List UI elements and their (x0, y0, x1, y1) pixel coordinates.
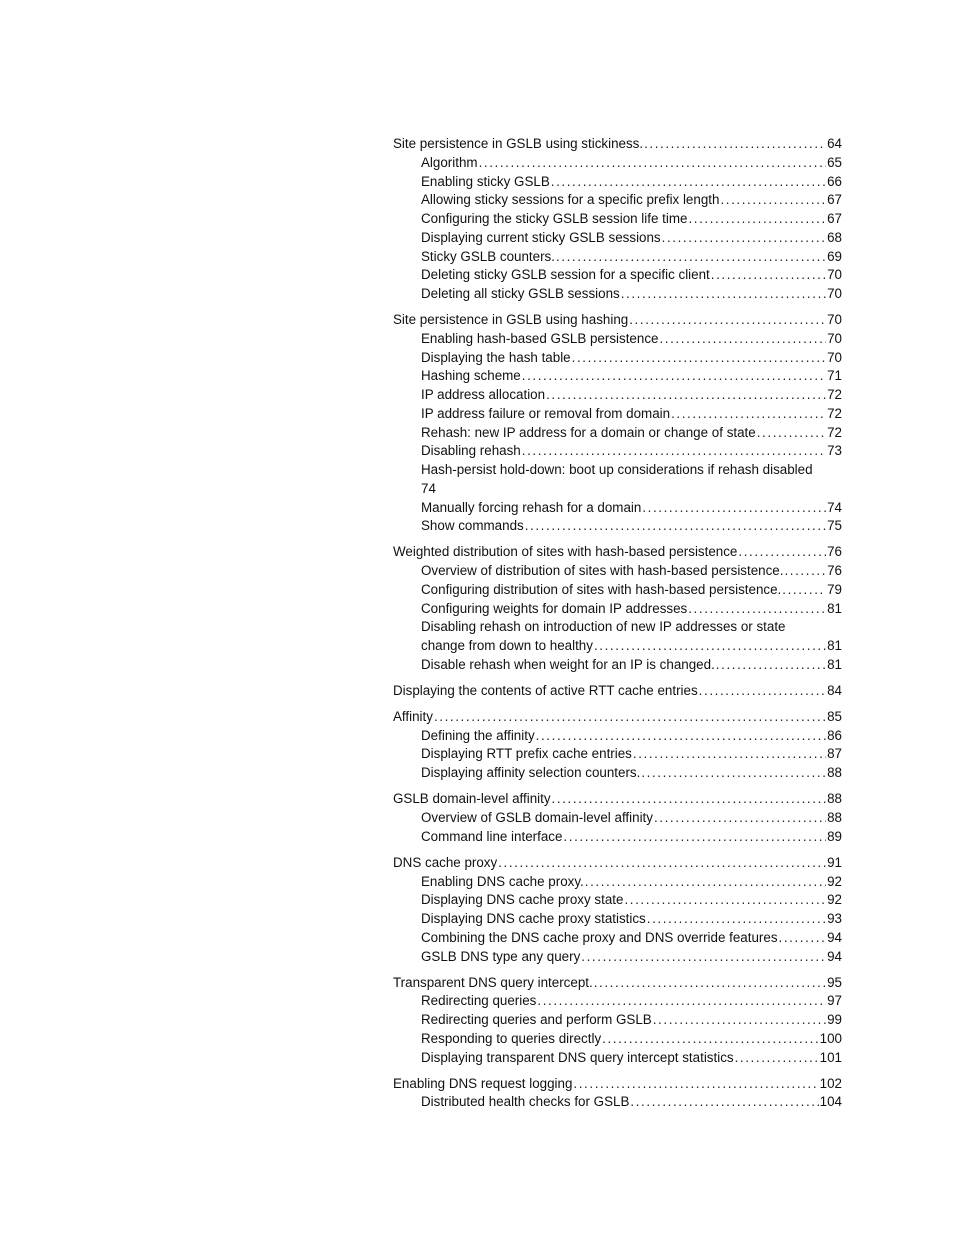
entry-title: Transparent DNS query intercept. (393, 974, 593, 990)
toc-section (393, 854, 842, 967)
entry-title: Overview of distribution of sites with hash-based persistence. (421, 563, 784, 579)
toc-entry[interactable] (393, 682, 842, 701)
entry-title: Site persistence in GSLB using stickiness. (393, 136, 644, 151)
dot-leader (552, 790, 827, 809)
toc-section (393, 682, 842, 701)
entry-title: GSLB domain-level affinity (393, 791, 551, 807)
entry-title: Hash-persist hold-down: boot up considerations if rehash disabled (421, 462, 813, 478)
entry-title: Redirecting queries (421, 993, 537, 1009)
dot-leader (641, 764, 826, 783)
toc-subentry[interactable] (393, 154, 842, 173)
entry-title: Deleting sticky GSLB session for a specific client (421, 267, 710, 283)
dot-leader (654, 809, 826, 828)
dot-leader (735, 1049, 819, 1068)
entry-title: Redirecting queries and perform GSLB (421, 1012, 652, 1028)
dot-leader (629, 311, 826, 330)
toc-subentry[interactable] (393, 330, 842, 349)
entry-title: Site persistence in GSLB using hashing (393, 312, 629, 328)
page-number: 85 (827, 708, 842, 724)
toc-entry[interactable] (393, 854, 842, 873)
dot-leader (522, 367, 826, 386)
entry-title: Configuring weights for domain IP addresses (421, 600, 688, 616)
dot-leader (602, 1030, 819, 1049)
toc-section (393, 135, 842, 304)
entry-title: Displaying affinity selection counters. (421, 765, 641, 781)
page-number: 88 (827, 809, 842, 825)
dot-leader (556, 248, 826, 267)
entry-title: Distributed health checks for GSLB (421, 1094, 630, 1110)
toc-entry[interactable] (393, 543, 842, 562)
page-number: 97 (827, 993, 842, 1009)
entry-title: Show commands (421, 518, 524, 534)
page-number: 73 (827, 443, 842, 459)
toc-subentry[interactable] (393, 600, 842, 619)
toc-section (393, 1075, 842, 1113)
toc-subentry[interactable] (393, 873, 842, 892)
toc-entry[interactable] (393, 974, 842, 993)
page-number: 84 (827, 682, 842, 698)
toc-subentry[interactable] (393, 461, 842, 499)
page-number: 67 (827, 192, 842, 208)
entry-title: Deleting all sticky GSLB sessions (421, 286, 620, 301)
page-number: 104 (819, 1094, 842, 1110)
entry-title: Configuring distribution of sites with hash-based persistence. (421, 581, 782, 597)
entry-title: Enabling hash-based GSLB persistence (421, 330, 659, 346)
dot-leader (642, 499, 826, 518)
toc-subentry[interactable] (393, 948, 842, 967)
toc-subentry[interactable] (393, 1030, 842, 1049)
entry-title: Displaying current sticky GSLB sessions (421, 229, 661, 245)
page-number: 81 (827, 656, 842, 672)
dot-leader (581, 948, 826, 967)
toc-subentry[interactable] (393, 1011, 842, 1030)
toc-subentry[interactable] (393, 229, 842, 248)
toc-subentry[interactable] (393, 1049, 842, 1068)
dot-leader (546, 386, 826, 405)
toc-subentry[interactable] (393, 367, 842, 386)
page-number: 92 (827, 873, 842, 889)
page-number: 102 (819, 1075, 842, 1091)
page-number: 94 (827, 929, 842, 945)
entry-title: Displaying the hash table (421, 349, 571, 365)
toc-section (393, 974, 842, 1068)
entry-title: Displaying the contents of active RTT cache entries (393, 682, 698, 698)
dot-leader (720, 191, 826, 210)
entry-title: Defining the affinity (421, 727, 535, 743)
page-number: 70 (827, 267, 842, 283)
page-number: 74 (827, 499, 842, 515)
dot-leader (434, 708, 826, 727)
toc-subentry[interactable] (393, 745, 842, 764)
entry-title: Allowing sticky sessions for a specific prefix length (421, 192, 720, 208)
page-number: 76 (827, 544, 842, 560)
toc-subentry[interactable] (393, 581, 842, 600)
page-number: 87 (827, 746, 842, 762)
entry-title-line1: Disabling rehash on introduction of new IP addresses or state (421, 619, 786, 635)
dot-leader (585, 873, 826, 892)
toc-subentry[interactable] (393, 349, 842, 368)
toc-entry[interactable] (393, 1075, 842, 1094)
entry-title: Enabling sticky GSLB (421, 173, 550, 189)
page-number: 68 (827, 229, 842, 245)
page-number: 92 (827, 892, 842, 908)
page-number: 86 (827, 727, 842, 743)
dot-leader (498, 854, 826, 873)
toc-subentry[interactable] (393, 424, 842, 443)
toc-subentry[interactable] (393, 764, 842, 783)
toc-subentry[interactable] (393, 809, 842, 828)
entry-title: Sticky GSLB counters. (421, 248, 555, 264)
toc-subentry[interactable] (393, 210, 842, 229)
toc-section (393, 708, 842, 783)
dot-leader (784, 562, 826, 581)
toc-subentry[interactable] (393, 442, 842, 461)
entry-title: Displaying DNS cache proxy state (421, 892, 624, 908)
toc-entry[interactable] (393, 790, 842, 809)
toc-subentry[interactable] (393, 910, 842, 929)
page-number: 69 (827, 248, 842, 264)
page-number: 72 (827, 387, 842, 403)
page-number: 88 (827, 791, 842, 807)
dot-leader (573, 1075, 818, 1094)
toc-subentry[interactable] (393, 405, 842, 424)
toc-section (393, 543, 842, 674)
dot-leader (536, 727, 826, 746)
dot-leader (738, 543, 826, 562)
dot-leader (551, 173, 826, 192)
toc-subentry[interactable] (393, 891, 842, 910)
entry-title: Displaying transparent DNS query intercept statistics (421, 1049, 734, 1065)
dot-leader (644, 135, 826, 154)
entry-title: Disable rehash when weight for an IP is changed. (421, 656, 715, 672)
dot-leader (572, 349, 826, 368)
toc-subentry[interactable] (393, 562, 842, 581)
page-number: 94 (827, 948, 842, 964)
entry-title: Combining the DNS cache proxy and DNS override features (421, 929, 778, 945)
entry-title: Weighted distribution of sites with hash-based persistence (393, 544, 738, 560)
page-number: 99 (827, 1012, 842, 1028)
page-number: 72 (827, 405, 842, 421)
page-number: 75 (827, 518, 842, 534)
page-number: 101 (819, 1049, 842, 1065)
entry-title: change from down to healthy (421, 638, 593, 654)
dot-leader (624, 891, 826, 910)
entry-title: Displaying DNS cache proxy statistics (421, 911, 646, 927)
entry-title: Responding to queries directly (421, 1030, 602, 1046)
page-number: 91 (827, 854, 842, 870)
dot-leader (688, 210, 826, 229)
toc-subentry[interactable] (393, 266, 842, 285)
page-number: 100 (819, 1030, 842, 1046)
page-number: 67 (827, 211, 842, 226)
page-number: 88 (827, 765, 842, 781)
toc-entry[interactable] (393, 708, 842, 727)
dot-leader (653, 1011, 826, 1030)
page-number: 70 (827, 286, 842, 301)
dot-leader (662, 229, 826, 248)
dot-leader (647, 910, 826, 929)
toc-subentry[interactable] (393, 285, 842, 304)
entry-title: Hashing scheme (421, 368, 521, 384)
dot-leader (621, 285, 826, 304)
dot-leader (779, 929, 827, 948)
toc-subentry[interactable] (393, 499, 842, 518)
page-number: 76 (827, 563, 842, 579)
page-number: 71 (827, 368, 842, 384)
toc-subentry[interactable] (393, 656, 842, 675)
dot-leader (630, 1093, 818, 1112)
toc-subentry[interactable] (393, 727, 842, 746)
entry-title: Rehash: new IP address for a domain or change of state (421, 424, 756, 440)
entry-title: Manually forcing rehash for a domain (421, 499, 642, 515)
entry-title: IP address failure or removal from domain (421, 405, 671, 421)
dot-leader (522, 442, 826, 461)
dot-leader (716, 656, 826, 675)
dot-leader (537, 992, 826, 1011)
entry-title: Configuring the sticky GSLB session life time (421, 211, 688, 226)
toc-subentry[interactable] (393, 191, 842, 210)
page-number: 64 (827, 136, 842, 151)
entry-title: Overview of GSLB domain-level affinity (421, 809, 653, 825)
page-number: 89 (827, 828, 842, 844)
toc-subentry[interactable] (393, 1093, 842, 1112)
entry-title: Command line interface (421, 828, 563, 844)
toc-subentry[interactable] (393, 173, 842, 192)
page-number: 81 (827, 600, 842, 616)
toc-section (393, 311, 842, 536)
entry-title: Affinity (393, 708, 433, 724)
dot-leader (479, 154, 827, 173)
page-number: 66 (827, 173, 842, 189)
dot-leader (699, 682, 826, 701)
toc-subentry[interactable] (393, 386, 842, 405)
entry-title: Algorithm (421, 154, 478, 170)
dot-leader (671, 405, 826, 424)
dot-leader (633, 745, 826, 764)
page-number: 70 (827, 349, 842, 365)
page-number: 70 (827, 330, 842, 346)
entry-title: Disabling rehash (421, 443, 521, 459)
dot-leader (659, 330, 826, 349)
dot-leader (757, 424, 826, 443)
page-number: 65 (827, 154, 842, 170)
table-of-contents (393, 135, 842, 1119)
page-number: 70 (827, 312, 842, 328)
toc-subentry[interactable] (393, 992, 842, 1011)
toc-subentry[interactable] (393, 517, 842, 536)
dot-leader (594, 637, 826, 656)
page-number: 79 (827, 581, 842, 597)
dot-leader (563, 828, 826, 847)
page-number: 93 (827, 911, 842, 927)
entry-title: GSLB DNS type any query (421, 948, 581, 964)
toc-section (393, 790, 842, 846)
dot-leader (782, 581, 826, 600)
toc-subentry[interactable] (393, 929, 842, 948)
entry-title-line2-row[interactable] (421, 637, 842, 656)
page-number: 74 (421, 480, 436, 496)
dot-leader (688, 600, 826, 619)
entry-title: DNS cache proxy (393, 854, 498, 870)
toc-subentry[interactable] (393, 618, 842, 656)
page-number: 81 (827, 638, 842, 654)
page-number: 95 (827, 974, 842, 990)
toc-subentry[interactable] (393, 248, 842, 267)
entry-title: Enabling DNS request logging (393, 1075, 573, 1091)
dot-leader (711, 266, 826, 285)
entry-title: Enabling DNS cache proxy. (421, 873, 584, 889)
entry-title: Displaying RTT prefix cache entries (421, 746, 632, 762)
toc-subentry[interactable] (393, 828, 842, 847)
page-number: 72 (827, 424, 842, 440)
toc-entry[interactable] (393, 311, 842, 330)
entry-title: IP address allocation (421, 387, 546, 403)
dot-leader (525, 517, 826, 536)
toc-entry[interactable] (393, 135, 842, 154)
dot-leader (594, 974, 826, 993)
